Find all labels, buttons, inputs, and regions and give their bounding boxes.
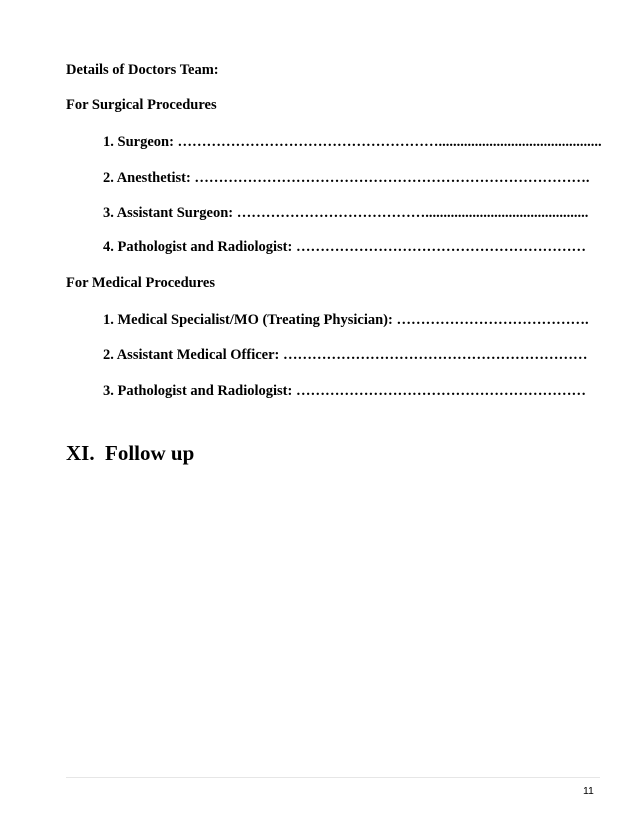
page-number: 11 xyxy=(583,785,594,797)
surgical-item-assistant-surgeon: 3. Assistant Surgeon: …………………………………............................................. xyxy=(103,205,589,221)
medical-item-specialist: 1. Medical Specialist/MO (Treating Physician): …………………………………. xyxy=(103,312,589,328)
footer-divider xyxy=(66,777,600,778)
medical-procedures-heading: For Medical Procedures xyxy=(66,275,215,291)
surgical-item-surgeon: 1. Surgeon: ………………………………………………............................................. xyxy=(103,134,602,150)
section-heading xyxy=(66,441,194,465)
surgical-procedures-heading: For Surgical Procedures xyxy=(66,97,217,113)
medical-item-pathologist-radiologist: 3. Pathologist and Radiologist: …………………………………………………… xyxy=(103,383,586,399)
surgical-item-anesthetist: 2. Anesthetist: ………………………………………………………………………. xyxy=(103,170,590,186)
section-number: XI. xyxy=(66,441,95,465)
surgical-item-pathologist-radiologist: 4. Pathologist and Radiologist: …………………………………………………… xyxy=(103,239,586,255)
section-title: Follow up xyxy=(105,441,195,465)
doctors-team-title: Details of Doctors Team: xyxy=(66,62,219,78)
medical-item-assistant-medical-officer: 2. Assistant Medical Officer: ……………………………………………………… xyxy=(103,347,588,363)
